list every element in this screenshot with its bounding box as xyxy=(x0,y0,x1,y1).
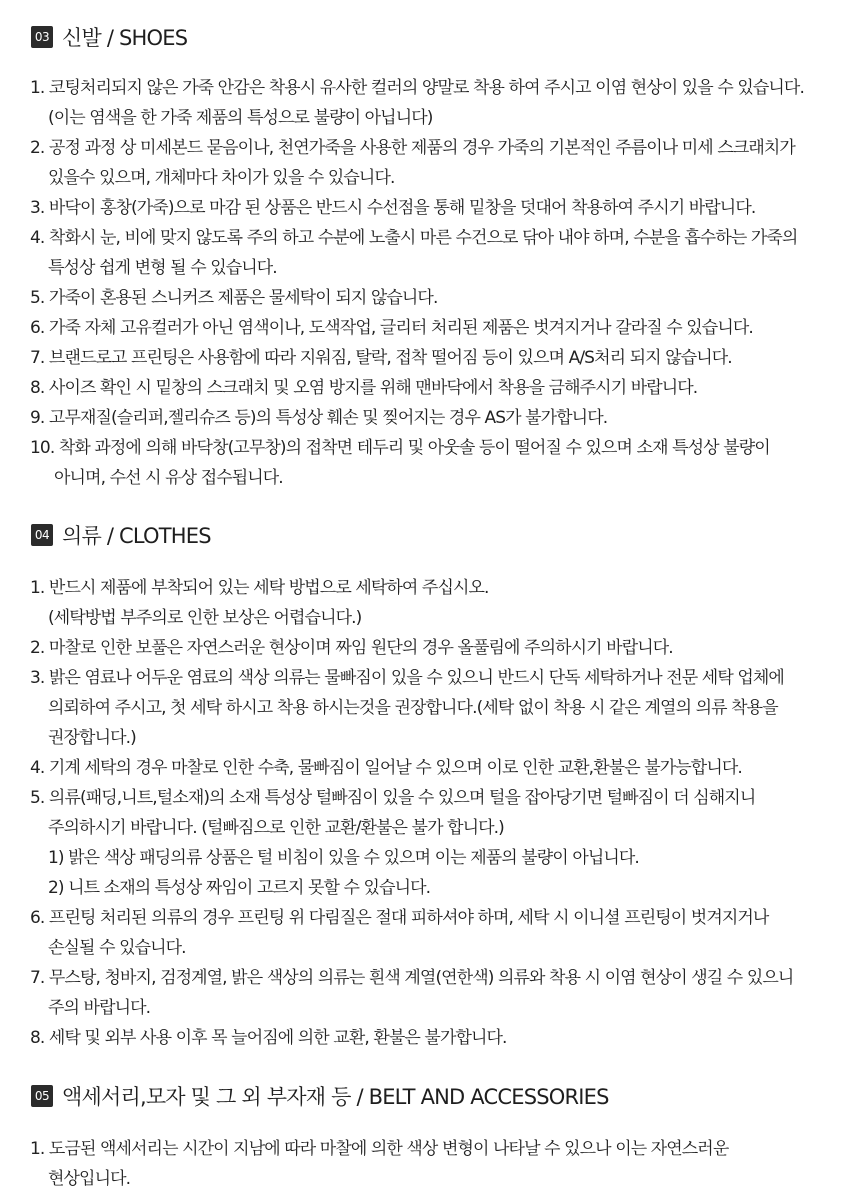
list-item: 1. 반드시 제품에 부착되어 있는 세탁 방법으로 세탁하여 주십시오. xyxy=(30,578,489,598)
list-item: 4. 착화시 눈, 비에 맞지 않도록 주의 하고 수분에 노출시 마른 수건으로 닦아 내야 하며, 수분을 흡수하는 가죽의 xyxy=(30,228,798,248)
section-header-clothes xyxy=(31,520,211,550)
list-item: 8. 세탁 및 외부 사용 이후 목 늘어짐에 의한 교환, 환불은 불가합니다. xyxy=(30,1028,507,1048)
list-item: 5. 가죽이 혼용된 스니커즈 제품은 물세탁이 되지 않습니다. xyxy=(30,288,438,308)
list-item: 4. 기계 세탁의 경우 마찰로 인한 수축, 물빠짐이 일어날 수 있으며 이로 인한 교환,환불은 불가능합니다. xyxy=(30,758,742,778)
list-item-continuation: 권장합니다.) xyxy=(48,728,136,748)
list-item-continuation: 주의하시기 바랍니다. (털빠짐으로 인한 교환/환불은 불가 합니다.) xyxy=(48,818,504,838)
list-item-continuation: 특성상 쉽게 변형 될 수 있습니다. xyxy=(48,258,277,278)
list-item: 3. 바닥이 홍창(가죽)으로 마감 된 상품은 반드시 수선점을 통해 밑창을 덧대어 착용하여 주시기 바랍니다. xyxy=(30,198,756,218)
sub-list-item: 2) 니트 소재의 특성상 짜임이 고르지 못할 수 있습니다. xyxy=(48,878,431,898)
list-item-continuation: 손실될 수 있습니다. xyxy=(48,938,186,958)
list-item: 8. 사이즈 확인 시 밑창의 스크래치 및 오염 방지를 위해 맨바닥에서 착용을 금해주시기 바랍니다. xyxy=(30,378,698,398)
clothes-notice-list xyxy=(30,573,793,1053)
list-item-continuation: 의뢰하여 주시고, 첫 세탁 하시고 착용 하시는것을 권장합니다.(세탁 없이 착용 시 같은 계열의 의류 착용을 xyxy=(48,698,778,718)
section-header-shoes xyxy=(31,22,187,52)
list-item-continuation: (세탁방법 부주의로 인한 보상은 어렵습니다.) xyxy=(48,608,362,628)
list-item: 7. 무스탕, 청바지, 검정계열, 밝은 색상의 의류는 흰색 계열(연한색) 의류와 착용 시 이염 현상이 생길 수 있으니 xyxy=(30,968,794,988)
list-item-continuation: 아니며, 수선 시 유상 접수됩니다. xyxy=(54,468,283,488)
shoes-notice-list xyxy=(30,73,804,493)
list-item: 1. 코팅처리되지 않은 가죽 안감은 착용시 유사한 컬러의 양말로 착용 하여 주시고 이염 현상이 있을 수 있습니다. xyxy=(30,78,804,98)
accessories-notice-list xyxy=(30,1134,728,1194)
section-number-badge: 05 xyxy=(31,1085,53,1107)
list-item: 3. 밝은 염료나 어두운 염료의 색상 의류는 물빠짐이 있을 수 있으니 반드시 단독 세탁하거나 전문 세탁 업체에 xyxy=(30,668,784,688)
list-item: 5. 의류(패딩,니트,털소재)의 소재 특성상 털빠짐이 있을 수 있으며 털을 잡아당기면 털빠짐이 더 심해지니 xyxy=(30,788,756,808)
list-item-continuation: 주의 바랍니다. xyxy=(48,998,151,1018)
list-item-continuation: 있을수 있으며, 개체마다 차이가 있을 수 있습니다. xyxy=(48,168,395,188)
section-title: 의류 / CLOTHES xyxy=(62,524,211,548)
list-item: 2. 마찰로 인한 보풀은 자연스러운 현상이며 짜임 원단의 경우 올풀림에 주의하시기 바랍니다. xyxy=(30,638,673,658)
list-item: 6. 가죽 자체 고유컬러가 아닌 염색이나, 도색작업, 글리터 처리된 제품은 벗겨지거나 갈라질 수 있습니다. xyxy=(30,318,753,338)
list-item: 1. 도금된 액세서리는 시간이 지남에 따라 마찰에 의한 색상 변형이 나타날 수 있으나 이는 자연스러운 xyxy=(30,1139,729,1159)
list-item: 9. 고무재질(슬리퍼,젤리슈즈 등)의 특성상 훼손 및 찢어지는 경우 AS가 불가합니다. xyxy=(30,408,608,428)
list-item: 2. 공정 과정 상 미세본드 묻음이나, 천연가죽을 사용한 제품의 경우 가죽의 기본적인 주름이나 미세 스크래치가 xyxy=(30,138,795,158)
sub-list-item: 1) 밝은 색상 패딩의류 상품은 털 비침이 있을 수 있으며 이는 제품의 불량이 아닙니다. xyxy=(48,848,639,868)
list-item-continuation: (이는 염색을 한 가죽 제품의 특성으로 불량이 아닙니다) xyxy=(48,108,433,128)
section-title: 신발 / SHOES xyxy=(62,26,188,50)
section-number-badge: 03 xyxy=(31,26,53,48)
list-item: 6. 프린팅 처리된 의류의 경우 프린팅 위 다림질은 절대 피하셔야 하며, 세탁 시 이니셜 프린팅이 벗겨지거나 xyxy=(30,908,769,928)
section-number-badge: 04 xyxy=(31,524,53,546)
list-item: 7. 브랜드로고 프린팅은 사용함에 따라 지워짐, 탈락, 접착 떨어짐 등이 있으며 A/S처리 되지 않습니다. xyxy=(30,348,732,368)
section-title: 액세서리,모자 및 그 외 부자재 등 / BELT AND ACCESSORIES xyxy=(62,1085,609,1109)
section-header-accessories xyxy=(31,1081,609,1111)
list-item: 10. 착화 과정에 의해 바닥창(고무창)의 접착면 테두리 및 아웃솔 등이 떨어질 수 있으며 소재 특성상 불량이 xyxy=(30,438,770,458)
list-item-continuation: 현상입니다. xyxy=(48,1169,131,1189)
